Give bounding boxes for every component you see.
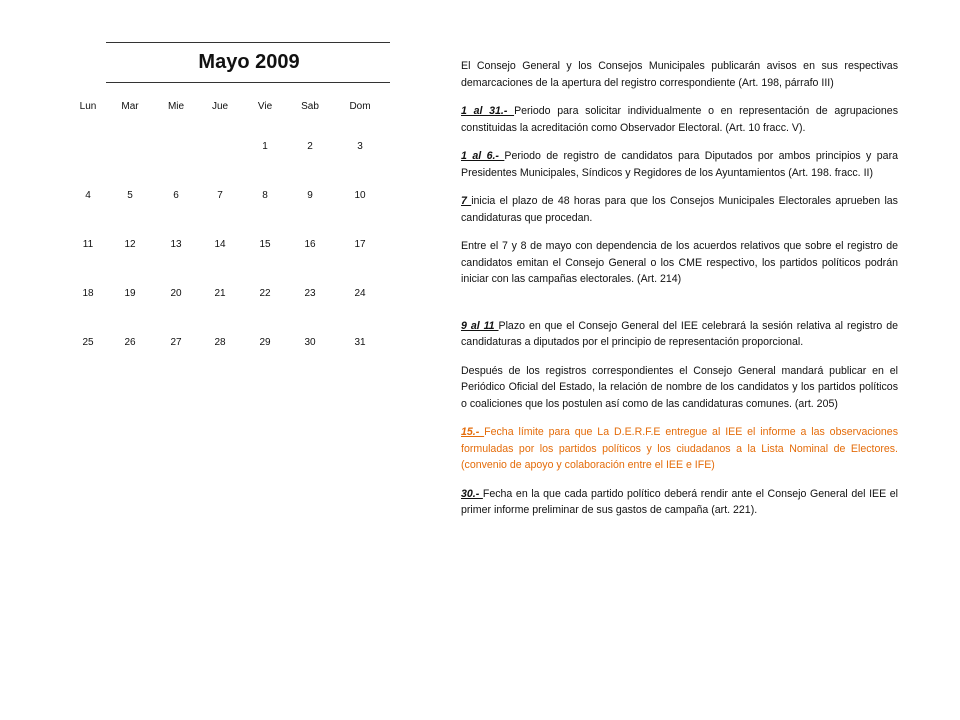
note-text: Fecha en la que cada partido político deberá rendir ante el Consejo General del IEE el primer informe preliminar de sus gastos de campaña (art. 221). [461,487,898,516]
calendar-day: 8 [262,190,268,201]
notes-panel [461,58,898,531]
calendar-day: 3 [357,141,363,152]
note-date: 30.- [461,487,483,500]
calendar-day: 31 [354,337,366,348]
note-paragraph [461,148,898,181]
calendar-day: 16 [304,239,316,250]
calendar-day: 26 [124,337,136,348]
calendar-day: 13 [170,239,182,250]
calendar-day: 6 [173,190,179,201]
calendar-day: 23 [304,288,316,299]
calendar-title: Mayo 2009 [198,51,300,73]
note-date: 9 al 11 [461,319,499,332]
note-text: Periodo para solicitar individualmente o en representación de agrupaciones constituidas la acreditación como Observador Electoral. (Art. 10 fracc. V). [461,105,898,134]
calendar-day: 10 [354,190,366,201]
weekday-label: Vie [257,101,273,112]
weekday-header [80,101,392,121]
note-date: 7 [461,195,472,207]
note-paragraph [461,103,898,136]
calendar-day: 27 [170,337,182,348]
calendar-day: 11 [82,239,94,250]
calendar-day: 17 [354,239,366,250]
calendar-week [80,337,392,357]
calendar-day: 4 [85,190,91,201]
calendar-day: 25 [82,337,94,348]
weekday-label: Lun [79,101,97,112]
weekday-label: Mar [121,101,139,112]
calendar-week [80,190,392,210]
note-text: Plazo en que el Consejo General del IEE celebrará la sesión relativa al registro de candidaturas a diputados por el principio de representación proporcional. [461,319,898,348]
note-text: Entre el 7 y 8 de mayo con dependencia de los acuerdos relativos que sobre el registro de candidatos emitan el Consejo General o los CME respectivo, los partidos políticos podrán iniciar con las campañas electorales. (Art. 214) [461,240,898,285]
note-text: Periodo de registro de candidatos para Diputados por ambos principios y para Presidentes Municipales, Síndicos y Regidores de los Ayuntamientos (Art. 198. fracc. II) [461,150,898,179]
note-paragraph [461,193,898,226]
calendar-day: 18 [82,288,94,299]
calendar-day: 30 [304,337,316,348]
note-paragraph [461,486,898,519]
calendar-day: 21 [214,288,226,299]
calendar-day: 20 [170,288,182,299]
calendar-week [80,288,392,308]
note-text: Fecha límite para que La D.E.R.F.E entregue al IEE el informe a las observaciones formuladas por los partidos políticos y los ciudadanos a la Lista Nominal de Electores. (convenio de apoyo y colaboración entre el IEE e IFE) [461,426,898,471]
weekday-label: Jue [211,101,229,112]
calendar-day: 9 [307,190,313,201]
calendar-week [80,141,392,161]
note-date: 1 al 6.- [461,150,505,162]
note-date: 15.- [461,426,485,438]
note-paragraph-highlighted [461,424,898,474]
note-text: Después de los registros correspondientes el Consejo General mandará publicar en el Periódico Oficial del Estado, la relación de nombre de los candidatos y los partidos políticos o coaliciones que los postulen así como de las candidaturas comunes. (art. 205) [461,364,898,410]
calendar-day: 12 [124,239,136,250]
note-paragraph [461,238,898,288]
calendar-week [80,239,392,259]
calendar-day: 7 [217,190,223,201]
calendar-day: 2 [307,141,313,152]
note-paragraph [461,318,898,351]
calendar-day: 28 [214,337,226,348]
weekday-label: Sab [301,101,319,112]
calendar-day: 5 [127,190,133,201]
calendar-day: 22 [259,288,271,299]
calendar-day: 19 [124,288,136,299]
note-text: inicia el plazo de 48 horas para que los Consejos Municipales Electorales aprueben las candidaturas que procedan. [461,195,898,224]
calendar [80,42,392,357]
calendar-bottom-rule [106,82,390,83]
note-text: El Consejo General y los Consejos Municipales publicarán avisos en sus respectivas demarcaciones de la apertura del registro correspondiente (Art. 198, párrafo III) [461,60,898,89]
weekday-label: Mie [167,101,185,112]
note-paragraph [461,58,898,91]
calendar-day: 29 [259,337,271,348]
calendar-day: 1 [262,141,268,152]
note-date: 1 al 31.- [461,105,515,117]
calendar-day: 15 [259,239,271,250]
calendar-day: 24 [354,288,366,299]
note-paragraph [461,363,898,413]
calendar-day: 14 [214,239,226,250]
weekday-label: Dom [349,101,371,112]
